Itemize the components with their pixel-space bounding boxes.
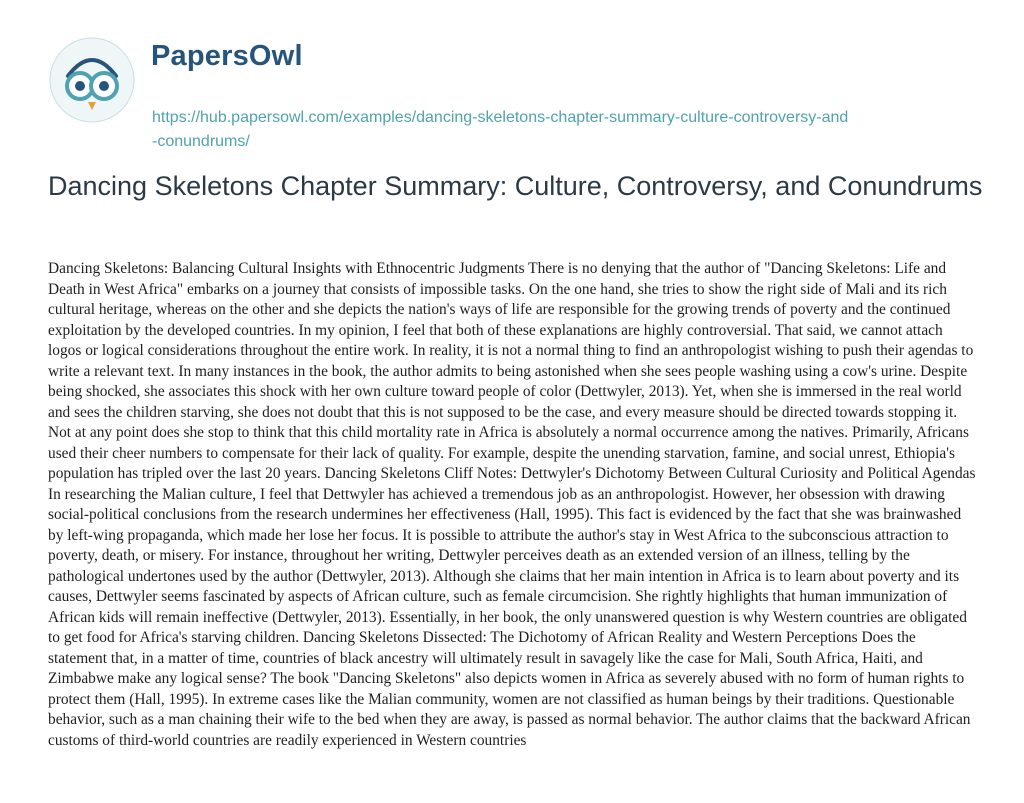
owl-logo-icon — [48, 36, 136, 124]
page-title: Dancing Skeletons Chapter Summary: Culture, Controversy, and Conundrums — [48, 171, 983, 201]
source-url-link[interactable]: https://hub.papersowl.com/examples/dancing-skeletons-chapter-summary-culture-controversy-and-conundrums/ — [152, 109, 849, 150]
essay-body: Dancing Skeletons: Balancing Cultural Insights with Ethnocentric Judgments There is no denying that the author of "Dancing Skeletons: Life and Death in West Africa" embarks on a journey that consists of impossible tasks. On the one hand, she tries to show the right side of Mali and its rich cultural heritage, whereas on the other and she depicts the nation's ways of life are responsible for the growing trends of poverty and the continued exploitation by the developed countries. In my opinion, I feel that both of these explanations are highly controversial. That said, we cannot attach logos or logical considerations throughout the entire work. In reality, it is not a normal thing to find an anthropologist wishing to push their agendas to write a relevant text. In many instances in the book, the author admits to being astonished when she sees people washing using a cow's urine. Despite being shocked, she associates this shock with her own culture toward people of color (Dettwyler, 2013). Yet, when she is immersed in the real world and sees the children starving, she does not doubt that this is not supposed to be the case, and every measure should be directed towards stopping it. Not at any point does she stop to think that this child mortality rate in Africa is absolutely a normal occurrence among the natives. Primarily, Africans used their cheer numbers to compensate for their lack of quality. For example, despite the unending starvation, famine, and social unrest, Ethiopia's population has tripled over the last 20 years. Dancing Skeletons Cliff Notes: Dettwyler's Dichotomy Between Cultural Curiosity and Political Agendas In researching the Malian culture, I feel that Dettwyler has achieved a tremendous job as an anthropologist. However, her obsession with drawing social-political conclusions from the research undermines her effectiveness (Hall, 1995). This fact is evidenced by the fact that she was brainwashed by left-wing propaganda, which made her lose her focus. It is possible to attribute the author's stay in West Africa to the subconscious attraction to poverty, death, or misery. For instance, throughout her writing, Dettwyler perceives death as an extended version of an illness, telling by the pathological undertones used by the author (Dettwyler, 2013). Although she claims that her main intention in Africa is to learn about poverty and its causes, Dettwyler seems fascinated by aspects of African culture, such as female circumcision. She rightly highlights that human immunization of African kids will remain ineffective (Dettwyler, 2013). Essentially, in her book, the only unanswered question is why Western countries are obligated to get food for Africa's starving children. Dancing Skeletons Dissected: The Dichotomy of African Reality and Western Perceptions Does the statement that, in a matter of time, countries of black ancestry will ultimately result in savagely like the case for Mali, South Africa, Haiti, and Zimbabwe make any logical sense? The book "Dancing Skeletons" also depicts women in Africa as severely abused with no form of human rights to protect them (Hall, 1995). In extreme cases like the Malian community, women are not classified as human beings by their traditions. Questionable behavior, such as a man chaining their wife to the bed when they are away, is passed as normal behavior. The author claims that the backward African customs of third-world countries are readily experienced in Western countries — [48, 260, 976, 749]
brand-name: PapersOwl — [151, 40, 303, 72]
